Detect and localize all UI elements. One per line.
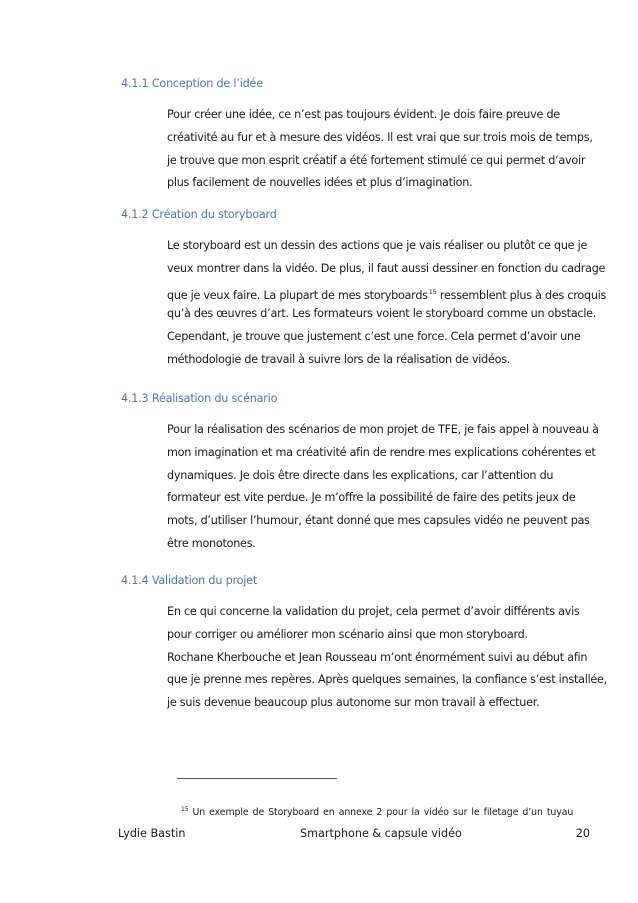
body-line: Cependant, je trouve que justement c’est une force. Cela permet d’avoir une (167, 330, 581, 344)
body-line-text: ressemblent plus à des croquis (439, 288, 607, 302)
body-line: En ce qui concerne la validation du projet, cela permet d’avoir différents avis (167, 605, 580, 618)
body-line: mots, d’utiliser l’humour, étant donné que mes capsules vidéo ne peuvent pas (167, 514, 590, 528)
body-line: qu’à des œuvres d’art. Les formateurs voient le storyboard comme un obstacle. (167, 307, 597, 321)
footer-author: Lydie Bastin (118, 827, 186, 840)
body-line-text: que je veux faire. La plupart de mes storyboards (167, 288, 428, 302)
footnote (181, 806, 573, 818)
footnote-number: 15 (181, 806, 189, 813)
section-body-validation (167, 601, 607, 715)
section-heading-validation: 4.1.4 Validation du projet (121, 574, 258, 587)
footer-title: Smartphone & capsule vidéo (300, 827, 462, 840)
body-line: Pour la réalisation des scénarios de mon projet de TFE, je fais appel à nouveau à (167, 423, 599, 436)
body-line: formateur est vite perdue. Je m’offre la possibilité de faire des petits jeux de (167, 491, 576, 505)
body-line: plus facilement de nouvelles idées et plus d’imagination. (167, 176, 473, 190)
footnote-separator (177, 778, 337, 779)
body-line: Rochane Kherbouche et Jean Rousseau m’ont énormément suivi au début afin (167, 650, 588, 664)
section-heading-conception: 4.1.1 Conception de l’idée (121, 77, 263, 90)
body-line: que je prenne mes repères. Après quelques semaines, la confiance s’est installée, (167, 673, 607, 687)
section-body-storyboard (167, 235, 607, 372)
body-line: je trouve que mon esprit créatif a été fortement stimulé ce qui permet d’avoir (167, 153, 586, 167)
body-line: je suis devenue beaucoup plus autonome sur mon travail à effectuer. (167, 696, 540, 710)
section-heading-scenario: 4.1.3 Réalisation du scénario (121, 392, 278, 405)
body-line: mon imagination et ma créativité afin de rendre mes explications cohérentes et (167, 445, 596, 459)
body-line: être monotones. (167, 536, 256, 550)
section-body-scenario (167, 419, 607, 556)
section-heading-storyboard: 4.1.2 Création du storyboard (121, 208, 277, 221)
body-line: méthodologie de travail à suivre lors de la réalisation de vidéos. (167, 352, 511, 366)
footnote-reference: 15 (428, 287, 437, 296)
body-line: dynamiques. Je dois être directe dans les explications, car l’attention du (167, 468, 554, 482)
body-line: créativité au fur et à mesure des vidéos. Il est vrai que sur trois mois de temps, (167, 130, 593, 144)
section-body-conception (167, 104, 607, 195)
body-line-with-footnote (167, 281, 607, 304)
footnote-text: Un exemple de Storyboard en annexe 2 pour la vidéo sur le filetage d’un tuyau (192, 807, 574, 818)
body-line: Le storyboard est un dessin des actions que je vais réaliser ou plutôt ce que je (167, 239, 588, 252)
page-number: 20 (575, 827, 590, 840)
body-line: veux montrer dans la vidéo. De plus, il faut aussi dessiner en fonction du cadrage (167, 261, 606, 275)
body-line: Pour créer une idée, ce n’est pas toujours évident. Je dois faire preuve de (167, 108, 560, 121)
body-line: pour corriger ou améliorer mon scénario ainsi que mon storyboard. (167, 627, 528, 641)
